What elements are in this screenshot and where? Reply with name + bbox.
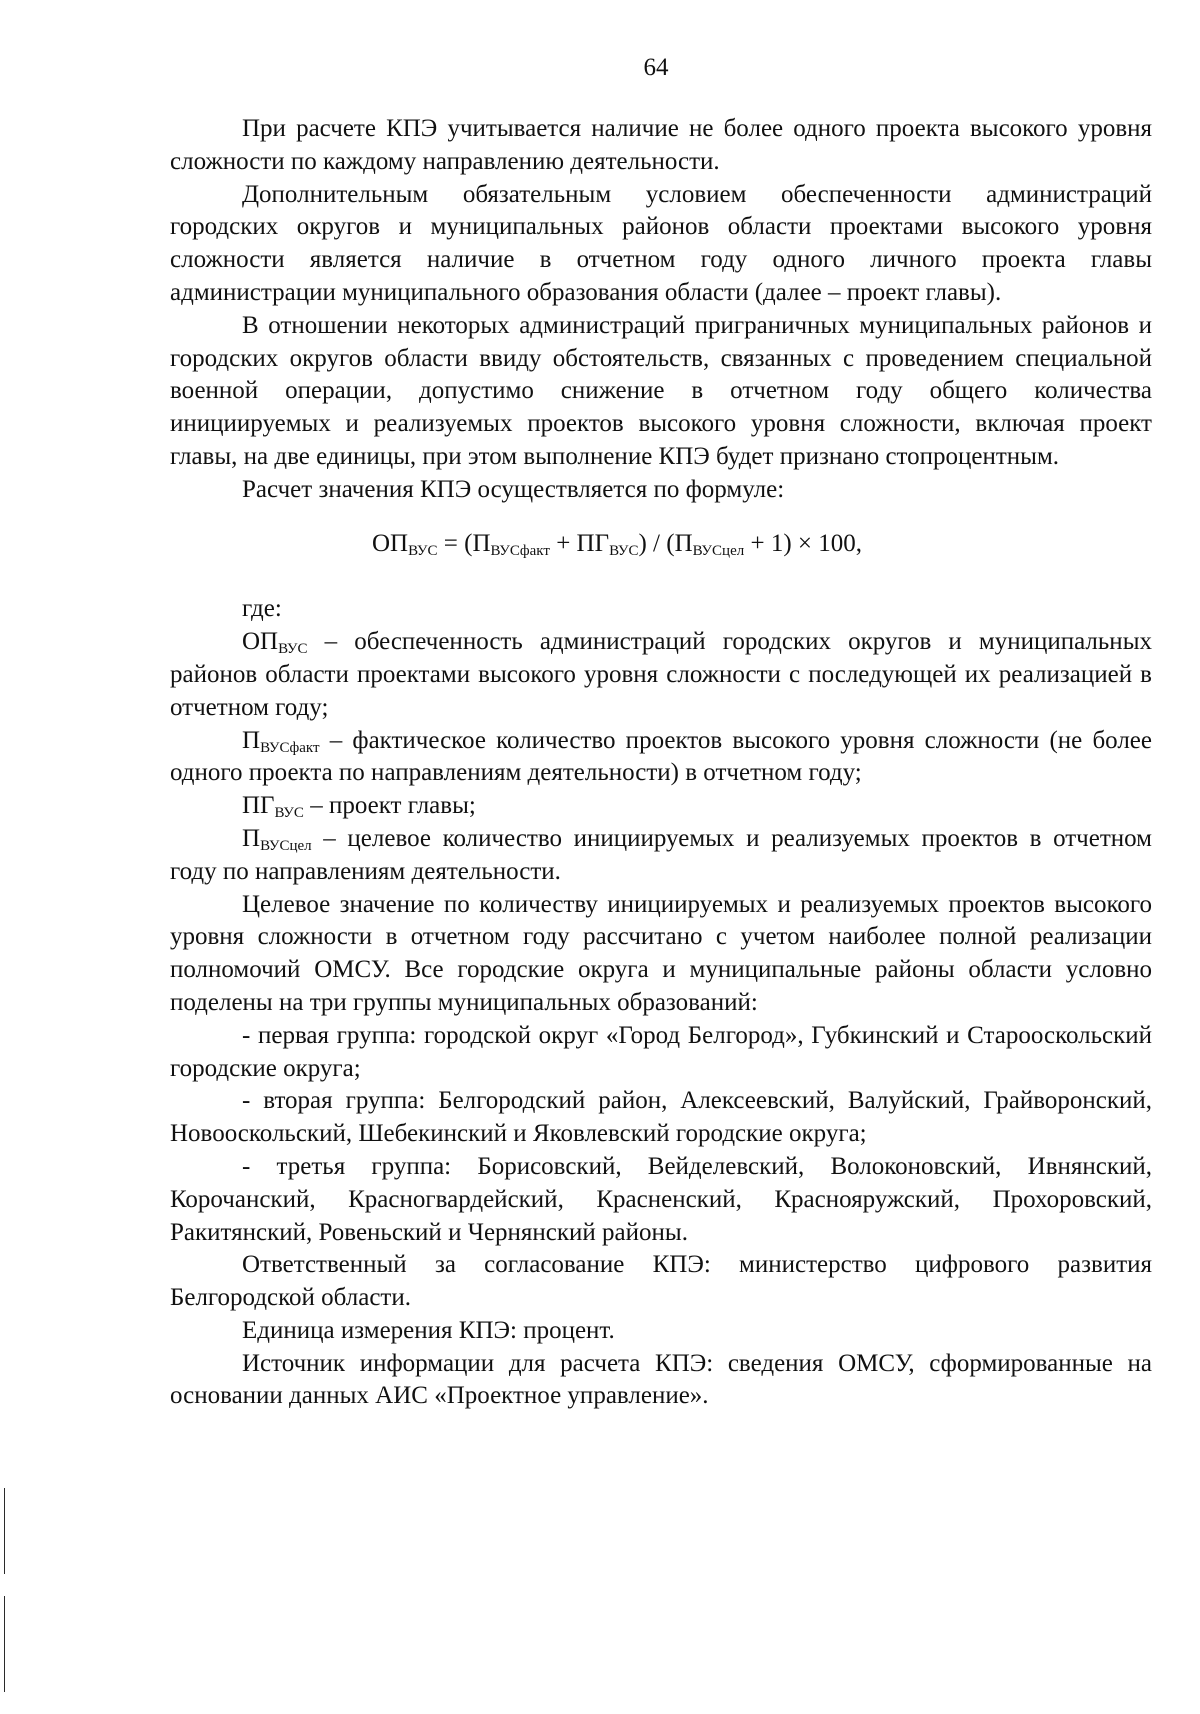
kpi-formula — [170, 528, 1152, 561]
definition-pg-subscript: ВУС — [274, 805, 304, 822]
page-number: 64 — [643, 54, 669, 81]
formula-target-subscript: ВУСцел — [692, 542, 745, 559]
formula-div: ) / (П — [638, 529, 693, 557]
formula-eq: = (П — [437, 529, 491, 557]
paragraph-groups-intro: Целевое значение по количеству инициируемых и реализуемых проектов высокого уровня сложности в отчетном году рассчитано с учетом наиболее полной реализации полномочий ОМСУ. Все городские округа и муниципальные районы области условно поделены на три группы муниципальных образований: — [170, 890, 1152, 1016]
group-third: - третья группа: Борисовский, Вейделевский, Волоконовский, Ивнянский, Корочанский, Красногвардейский, Красненский, Краснояружский, Прохоровский, Ракитянский, Ровеньский и Чернянский районы. — [170, 1152, 1152, 1246]
scan-edge-mark-top — [4, 1488, 5, 1574]
formula-fact-subscript: ВУСфакт — [490, 542, 550, 559]
paragraph-source: Источник информации для расчета КПЭ: сведения ОМСУ, сформированные на основании данных АИС «Проектное управление». — [170, 1349, 1152, 1410]
definition-p-fact-term: П — [242, 726, 261, 754]
formula-tail: + 1) × 100, — [744, 529, 863, 557]
group-second: - вторая группа: Белгородский район, Алексеевский, Валуйский, Грайворонский, Новооскольский, Шебекинский и Яковлевский городские округа; — [170, 1087, 1152, 1148]
definition-p-fact-subscript: ВУСфакт — [260, 739, 320, 756]
paragraph-border-districts: В отношении некоторых администраций приграничных муниципальных районов и городских округов области ввиду обстоятельств, связанных с проведением специальной военной операции, допустимо снижение в отчетном году общего количества инициируемых и реализуемых проектов высокого уровня сложности, включая проект главы, на две единицы, при этом выполнение КПЭ будет признано стопроцентным. — [170, 311, 1152, 470]
definition-pg-term: ПГ — [242, 792, 275, 820]
definition-pg — [170, 790, 1152, 823]
group-first: - первая группа: городской округ «Город Белгород», Губкинский и Старооскольский городские округа; — [170, 1021, 1152, 1082]
definition-p-target-text: – целевое количество инициируемых и реализуемых проектов в отчетном году по направлениям деятельности. — [170, 824, 1152, 885]
definition-p-target-term: П — [242, 824, 261, 852]
paragraph-unit: Единица измерения КПЭ: процент. — [242, 1316, 615, 1344]
definition-pg-text: – проект главы; — [303, 792, 476, 820]
paragraph-project-limit: При расчете КПЭ учитывается наличие не более одного проекта высокого уровня сложности по каждому направлению деятельности. — [170, 115, 1152, 175]
paragraph-responsible: Ответственный за согласование КПЭ: министерство цифрового развития Белгородской области. — [170, 1251, 1152, 1312]
definition-op-text: – обеспеченность администраций городских округов и муниципальных районов области проектами высокого уровня сложности с последующей их реализацией в отчетном году; — [170, 628, 1152, 721]
paragraph-additional-condition: Дополнительным обязательным условием обеспеченности администраций городских округов и муниципальных районов области проектами высокого уровня сложности является наличие в отчетном году одного личного проекта главы администрации муниципального образования области (далее – проект главы). — [170, 180, 1152, 306]
definition-op-term: ОП — [242, 628, 279, 656]
formula-spacer — [170, 582, 1152, 593]
paragraph-formula-intro: Расчет значения КПЭ осуществляется по формуле: — [242, 475, 785, 503]
document-body — [170, 113, 1152, 1413]
definition-p-fact-text: – фактическое количество проектов высокого уровня сложности (не более одного проекта по направлениям деятельности) в отчетном году; — [170, 726, 1152, 787]
definition-p-fact — [170, 725, 1152, 791]
definition-p-target-subscript: ВУСцел — [260, 837, 312, 854]
formula-op: ОП — [372, 529, 409, 557]
formula-op-subscript: ВУС — [408, 542, 438, 559]
where-label: где: — [242, 595, 282, 623]
formula-pg-subscript: ВУС — [609, 542, 639, 559]
definition-op-subscript: ВУС — [278, 641, 308, 658]
definition-op — [170, 626, 1152, 724]
formula-plus: + ПГ — [549, 529, 610, 557]
definition-p-target — [170, 823, 1152, 889]
scan-edge-mark-bottom — [4, 1596, 5, 1692]
